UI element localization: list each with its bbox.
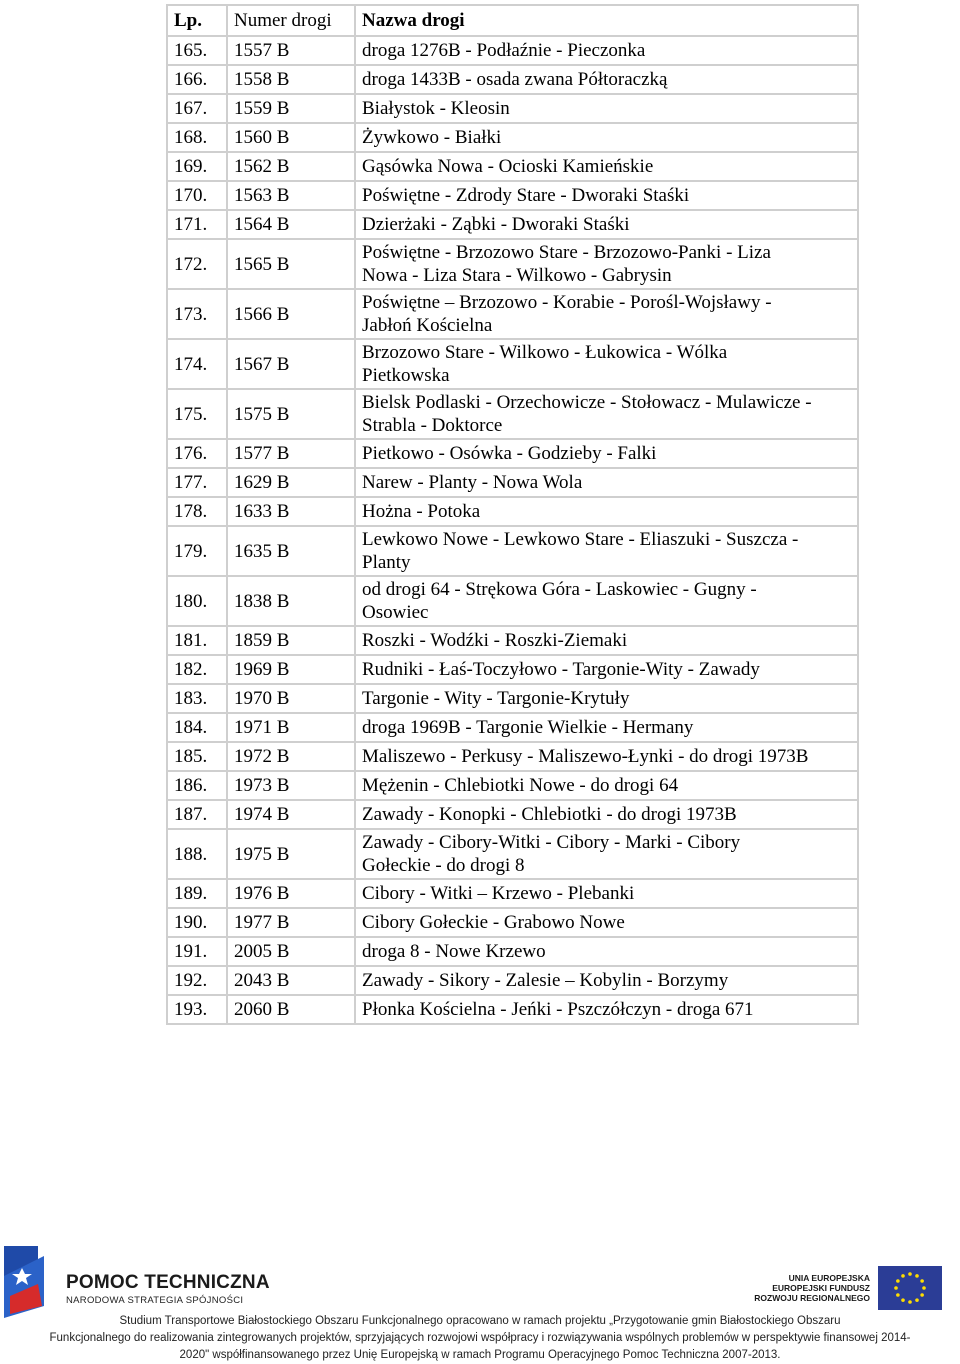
cell-road-name: [355, 713, 858, 742]
table-row: [167, 771, 858, 800]
funding-note-line: Studium Transportowe Białostockiego Obszaru Funkcjonalnego opracowano w ramach projektu „Przygotowanie gmin Białostockiego Obszaru: [119, 1315, 841, 1327]
cell-road-name: [355, 526, 858, 576]
road-name-line: Poświętne - Brzozowo Stare - Brzozowo-Panki - Liza: [362, 242, 771, 263]
cell-lp: 177.: [167, 468, 227, 497]
pomoc-techniczna-flag-logo: [4, 1246, 50, 1318]
cell-road-number: 1971 B: [227, 713, 355, 742]
cell-road-name: [355, 468, 858, 497]
table-row: [167, 526, 858, 576]
eu-star: [901, 1274, 905, 1278]
road-name-line: Osowiec: [362, 602, 429, 623]
cell-road-number: 1557 B: [227, 36, 355, 65]
table-row: [167, 626, 858, 655]
cell-lp: 166.: [167, 65, 227, 94]
cell-road-name: [355, 937, 858, 966]
roads-table: [166, 4, 859, 1025]
cell-road-name: [355, 684, 858, 713]
table-row: [167, 289, 858, 339]
table-row: [167, 497, 858, 526]
cell-road-name: [355, 152, 858, 181]
table-row: [167, 995, 858, 1024]
road-name-line: Białystok - Kleosin: [362, 98, 510, 119]
cell-lp: 182.: [167, 655, 227, 684]
eu-star: [896, 1279, 900, 1283]
table-row: [167, 152, 858, 181]
road-name-line: Cibory Gołeckie - Grabowo Nowe: [362, 912, 625, 933]
table-row: [167, 937, 858, 966]
cell-road-number: 1566 B: [227, 289, 355, 339]
table-row: [167, 389, 858, 439]
table-row: [167, 908, 858, 937]
table-row: [167, 94, 858, 123]
road-name-line: Zawady - Konopki - Chlebiotki - do drogi 1973B: [362, 804, 737, 825]
table-row: [167, 800, 858, 829]
cell-lp: 178.: [167, 497, 227, 526]
cell-road-name: [355, 123, 858, 152]
road-name-line: Bielsk Podlaski - Orzechowicze - Stołowacz - Mulawicze -: [362, 392, 812, 413]
road-name-line: Poświętne - Zdrody Stare - Dworaki Staśki: [362, 185, 690, 206]
cell-lp: 175.: [167, 389, 227, 439]
cell-road-name: [355, 289, 858, 339]
cell-lp: 167.: [167, 94, 227, 123]
pomoc-techniczna-subtitle: NARODOWA STRATEGIA SPÓJNOŚCI: [66, 1295, 244, 1306]
cell-road-number: 1975 B: [227, 829, 355, 879]
cell-road-number: 1976 B: [227, 879, 355, 908]
cell-lp: 181.: [167, 626, 227, 655]
cell-road-name: [355, 995, 858, 1024]
road-name-line: droga 1433B - osada zwana Półtoraczką: [362, 69, 668, 90]
cell-road-number: 2060 B: [227, 995, 355, 1024]
road-name-line: Gąsówka Nowa - Ocioski Kamieńskie: [362, 156, 654, 177]
cell-road-name: [355, 181, 858, 210]
table-row: [167, 713, 858, 742]
cell-road-name: [355, 210, 858, 239]
road-name-line: droga 1276B - Podłaźnie - Pieczonka: [362, 40, 646, 61]
cell-lp: 170.: [167, 181, 227, 210]
road-name-line: Zawady - Sikory - Zalesie – Kobylin - Borzymy: [362, 970, 729, 991]
cell-road-name: [355, 626, 858, 655]
cell-lp: 180.: [167, 576, 227, 626]
table-row: [167, 468, 858, 497]
cell-road-name: [355, 94, 858, 123]
cell-lp: 168.: [167, 123, 227, 152]
cell-road-number: 1563 B: [227, 181, 355, 210]
cell-lp: 190.: [167, 908, 227, 937]
road-name-line: Cibory - Witki – Krzewo - Plebanki: [362, 883, 635, 904]
cell-lp: 186.: [167, 771, 227, 800]
table-row: [167, 239, 858, 289]
cell-lp: 174.: [167, 339, 227, 389]
table-row: [167, 65, 858, 94]
cell-lp: 185.: [167, 742, 227, 771]
cell-lp: 189.: [167, 879, 227, 908]
table-row: [167, 966, 858, 995]
road-name-line: Pietkowska: [362, 365, 450, 386]
table-row: [167, 339, 858, 389]
cell-road-name: [355, 36, 858, 65]
road-name-line: Nowa - Liza Stara - Wilkowo - Gabrysin: [362, 265, 672, 286]
cell-road-number: 1567 B: [227, 339, 355, 389]
cell-road-name: [355, 65, 858, 94]
table-row: [167, 576, 858, 626]
eu-star: [901, 1298, 905, 1302]
cell-road-name: [355, 576, 858, 626]
road-name-line: Rudniki - Łaś-Toczyłowo - Targonie-Wity - Zawady: [362, 659, 760, 680]
road-name-line: Targonie - Wity - Targonie-Krytuły: [362, 688, 630, 709]
eu-fund-label: [738, 1273, 870, 1303]
road-name-line: od drogi 64 - Strękowa Góra - Laskowiec - Gugny -: [362, 579, 757, 600]
eu-star: [915, 1298, 919, 1302]
road-name-line: Jabłoń Kościelna: [362, 315, 493, 336]
cell-lp: 165.: [167, 36, 227, 65]
cell-road-number: 2043 B: [227, 966, 355, 995]
cell-road-name: [355, 339, 858, 389]
cell-road-number: 1577 B: [227, 439, 355, 468]
cell-lp: 191.: [167, 937, 227, 966]
footer: [0, 1240, 960, 1361]
table-row: [167, 123, 858, 152]
table-header-row: [167, 5, 858, 36]
cell-road-number: 1973 B: [227, 771, 355, 800]
table-row: [167, 655, 858, 684]
cell-lp: 169.: [167, 152, 227, 181]
cell-road-name: [355, 389, 858, 439]
table-row: [167, 181, 858, 210]
table-row: [167, 36, 858, 65]
cell-road-number: 1575 B: [227, 389, 355, 439]
road-name-line: Poświętne – Brzozowo - Korabie - Porośl-Wojsławy -: [362, 292, 772, 313]
road-name-line: Pietkowo - Osówka - Godzieby - Falki: [362, 443, 657, 464]
cell-road-name: [355, 439, 858, 468]
table-row: [167, 439, 858, 468]
cell-lp: 172.: [167, 239, 227, 289]
cell-lp: 171.: [167, 210, 227, 239]
cell-road-name: [355, 655, 858, 684]
cell-lp: 176.: [167, 439, 227, 468]
cell-road-name: [355, 879, 858, 908]
eu-star: [908, 1300, 912, 1304]
eu-line: EUROPEJSKI FUNDUSZ: [772, 1283, 870, 1293]
cell-lp: 188.: [167, 829, 227, 879]
cell-road-name: [355, 497, 858, 526]
cell-road-number: 1838 B: [227, 576, 355, 626]
cell-road-number: 1560 B: [227, 123, 355, 152]
road-name-line: Mężenin - Chlebiotki Nowe - do drogi 64: [362, 775, 679, 796]
cell-lp: 187.: [167, 800, 227, 829]
eu-star: [920, 1279, 924, 1283]
cell-road-name: [355, 742, 858, 771]
header-road-name: Nazwa drogi: [355, 5, 858, 36]
funding-note-line: 2020" współfinansowanego przez Unię Europejską w ramach Programu Operacyjnego Pomoc Techniczna 2007-2013.: [179, 1349, 781, 1361]
cell-road-number: 1562 B: [227, 152, 355, 181]
cell-lp: 183.: [167, 684, 227, 713]
cell-road-number: 1559 B: [227, 94, 355, 123]
road-name-line: Hożna - Potoka: [362, 501, 481, 522]
cell-road-number: 1974 B: [227, 800, 355, 829]
cell-road-number: 1635 B: [227, 526, 355, 576]
eu-line: UNIA EUROPEJSKA: [788, 1273, 870, 1283]
cell-road-name: [355, 966, 858, 995]
funding-note: [0, 1313, 960, 1364]
road-name-line: Zawady - Cibory-Witki - Cibory - Marki - Cibory: [362, 832, 741, 853]
pomoc-techniczna-title: POMOC TECHNICZNA: [66, 1272, 270, 1293]
cell-road-number: 1972 B: [227, 742, 355, 771]
eu-star: [920, 1293, 924, 1297]
road-name-line: Gołeckie - do drogi 8: [362, 855, 525, 876]
cell-road-number: 1629 B: [227, 468, 355, 497]
road-name-line: Lewkowo Nowe - Lewkowo Stare - Eliaszuki - Suszcza -: [362, 529, 799, 550]
road-name-line: Planty: [362, 552, 411, 573]
road-name-line: Strabla - Doktorce: [362, 415, 503, 436]
eu-line: ROZWOJU REGIONALNEGO: [754, 1293, 870, 1303]
cell-road-number: 1558 B: [227, 65, 355, 94]
road-name-line: Narew - Planty - Nowa Wola: [362, 472, 583, 493]
cell-lp: 179.: [167, 526, 227, 576]
table-body: [167, 36, 858, 1024]
road-name-line: Roszki - Wodźki - Roszki-Ziemaki: [362, 630, 628, 651]
cell-road-number: 1564 B: [227, 210, 355, 239]
eu-star: [922, 1286, 926, 1290]
cell-road-name: [355, 829, 858, 879]
cell-lp: 184.: [167, 713, 227, 742]
eu-star: [894, 1286, 898, 1290]
table-row: [167, 742, 858, 771]
funding-note-line: Funkcjonalnego do realizowania zintegrowanych projektów, sprzyjających rozwojowi współpracy i rozwiązywania wspólnych problemów w perspektywie finansowej 2014-: [49, 1332, 911, 1344]
cell-road-number: 1565 B: [227, 239, 355, 289]
road-name-line: Maliszewo - Perkusy - Maliszewo-Łynki - do drogi 1973B: [362, 746, 809, 767]
cell-road-name: [355, 908, 858, 937]
cell-lp: 193.: [167, 995, 227, 1024]
cell-road-number: 1977 B: [227, 908, 355, 937]
road-name-line: droga 1969B - Targonie Wielkie - Hermany: [362, 717, 694, 738]
cell-lp: 173.: [167, 289, 227, 339]
cell-road-number: 1970 B: [227, 684, 355, 713]
eu-star: [896, 1293, 900, 1297]
table-row: [167, 829, 858, 879]
eu-star: [915, 1274, 919, 1278]
cell-road-name: [355, 771, 858, 800]
header-road-number: Numer drogi: [227, 5, 355, 36]
cell-road-number: 1859 B: [227, 626, 355, 655]
cell-road-number: 2005 B: [227, 937, 355, 966]
eu-star: [908, 1272, 912, 1276]
road-name-line: Brzozowo Stare - Wilkowo - Łukowica - Wólka: [362, 342, 728, 363]
table-row: [167, 879, 858, 908]
road-name-line: Płonka Kościelna - Jeńki - Pszczółczyn - droga 671: [362, 999, 754, 1020]
cell-road-number: 1633 B: [227, 497, 355, 526]
cell-lp: 192.: [167, 966, 227, 995]
table-row: [167, 684, 858, 713]
header-lp: Lp.: [167, 5, 227, 36]
road-name-line: droga 8 - Nowe Krzewo: [362, 941, 546, 962]
eu-flag-icon: [878, 1266, 942, 1310]
cell-road-number: 1969 B: [227, 655, 355, 684]
table-row: [167, 210, 858, 239]
road-name-line: Dzierżaki - Ząbki - Dworaki Staśki: [362, 214, 630, 235]
cell-road-name: [355, 800, 858, 829]
cell-road-name: [355, 239, 858, 289]
road-name-line: Żywkowo - Białki: [362, 127, 502, 148]
